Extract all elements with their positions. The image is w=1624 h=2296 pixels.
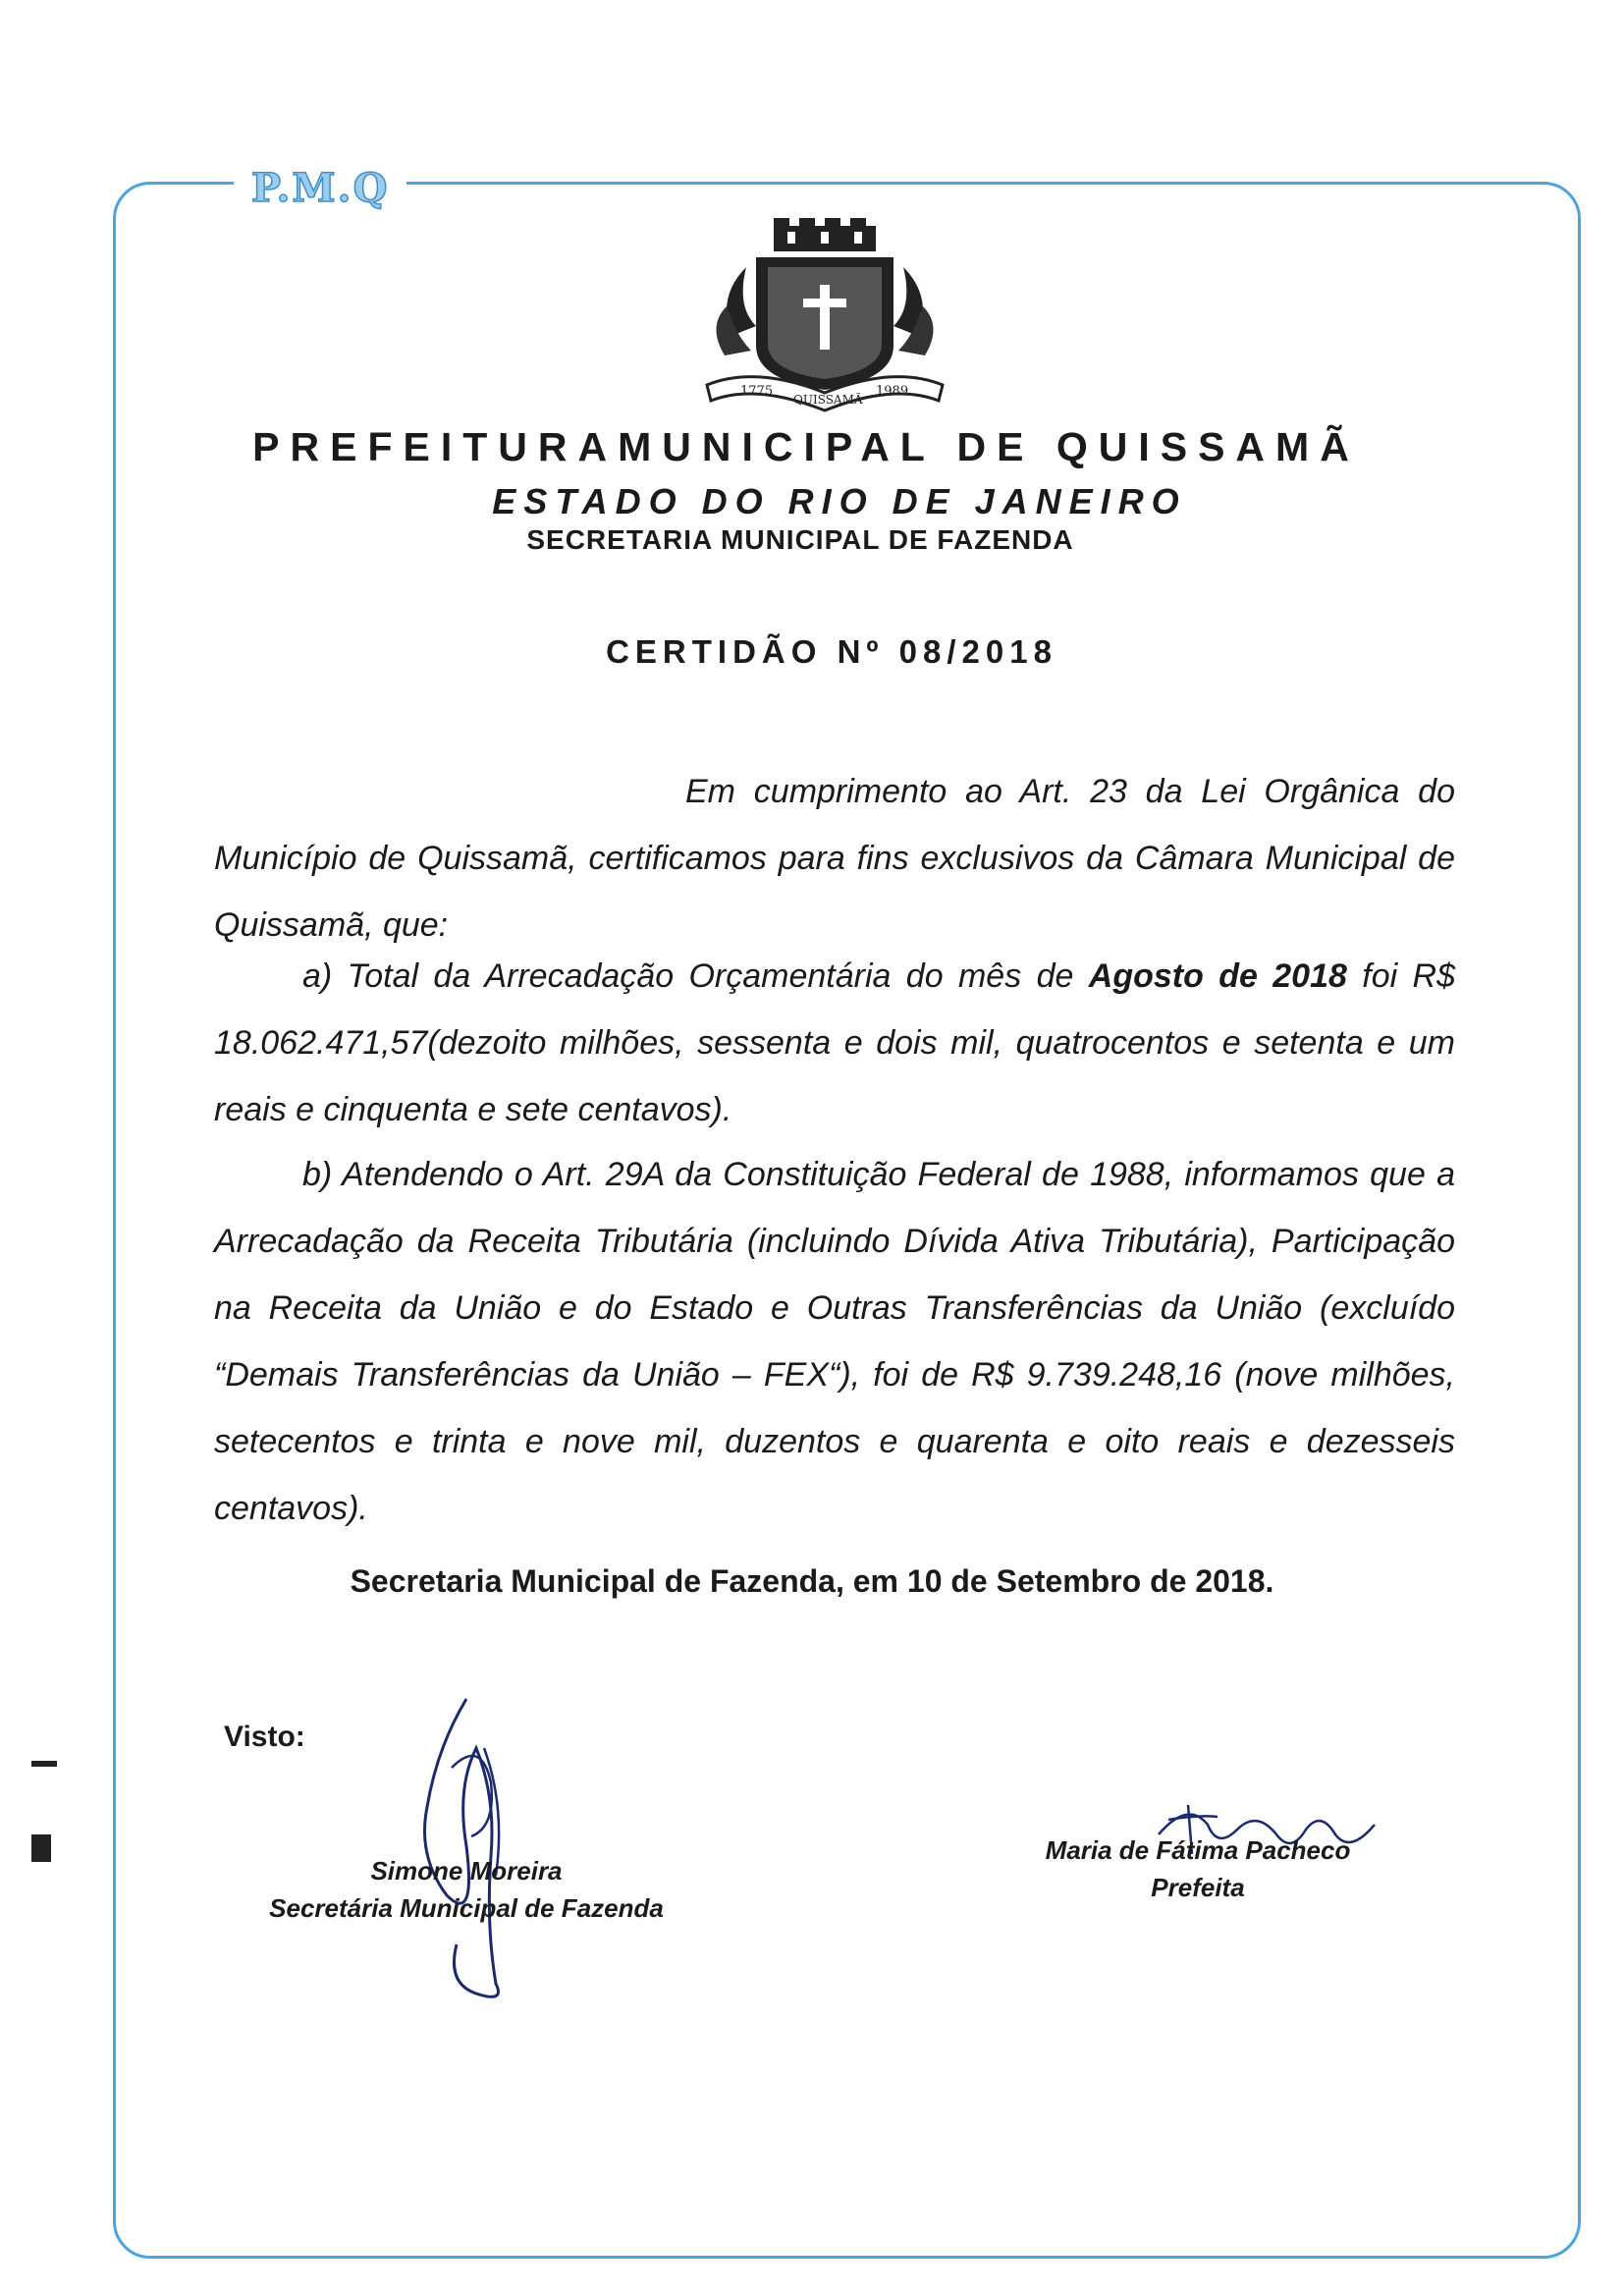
municipality-title: PREFEITURAMUNICIPAL DE QUISSAMÃ	[252, 424, 1360, 469]
closing-line: Secretaria Municipal de Fazenda, em 10 de Setembro de 2018.	[350, 1563, 1274, 1599]
crest-year-right: 1989	[876, 384, 909, 399]
visto-label: Visto:	[224, 1721, 305, 1753]
mayor-role: Prefeita	[1151, 1873, 1245, 1902]
item-a-suffix: foi R$ 18.062.471,57(dezoito milhões, sessenta e dois mil, quatrocentos e setenta e um reais e cinquenta e sete centavos).	[214, 957, 1456, 1128]
intro-paragraph: Em cumprimento ao Art. 23 da Lei Orgânica do Município de Quissamã, certificamos para fins exclusivos da Câmara Municipal de Quissamã, que:	[214, 773, 1455, 944]
item-b-paragraph: b) Atendendo o Art. 29A da Constituição Federal de 1988, informamos que a Arrecadação da Receita Tributária (incluindo Dívida Ativa Tributária), Participação na Receita da União e do Estado e Outras Transferências da União (excluído “Demais Transferências da União – FEX“), foi de R$ 9.739.248,16 (nove milhões, setecentos e trinta e nove mil, duzentos e quarenta e oito reais e dezesseis centavos).	[214, 1156, 1455, 1527]
item-a-month: Agosto de 2018	[1088, 957, 1347, 995]
certificate-number: CERTIDÃO Nº 08/2018	[606, 633, 1057, 670]
secretary-name: Simone Moreira	[370, 1856, 563, 1886]
scan-edge-mark	[31, 1834, 51, 1862]
item-a-prefix: a) Total da Arrecadação Orçamentária do mês de	[302, 957, 1089, 995]
signature-block-mayor	[1021, 1831, 1375, 1906]
department-name: SECRETARIA MUNICIPAL DE FAZENDA	[526, 524, 1074, 555]
handwritten-signature-left	[398, 1689, 555, 2013]
mayor-name: Maria de Fátima Pacheco	[1045, 1835, 1351, 1865]
secretary-role: Secretária Municipal de Fazenda	[269, 1893, 664, 1923]
frame-label-logo: P.M.Q	[234, 165, 406, 211]
state-subtitle: ESTADO DO RIO DE JANEIRO	[492, 481, 1187, 521]
item-a-paragraph	[214, 943, 1455, 1143]
signature-block-secretary	[231, 1852, 702, 1927]
scan-edge-mark	[31, 1761, 57, 1767]
crest-motto: QUISSAMÃ	[793, 393, 863, 407]
coat-of-arms-emblem	[697, 218, 952, 414]
crest-year-left: 1775	[740, 384, 774, 399]
